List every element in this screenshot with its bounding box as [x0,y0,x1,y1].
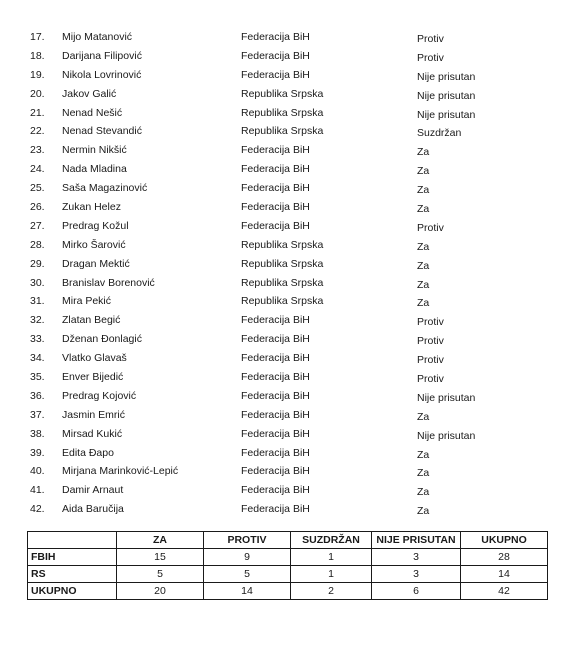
member-vote: Za [417,184,430,197]
vote-row [30,387,550,406]
member-vote: Nije prisutan [417,108,476,121]
vote-row [30,330,550,349]
member-vote: Protiv [417,335,444,348]
vote-row [30,462,550,481]
summary-header-za: ZA [117,532,204,549]
member-entity: Republika Srpska [241,106,324,119]
summary-cell-suzdrzan: 1 [291,549,372,566]
vote-row [30,66,550,85]
member-vote: Za [417,259,430,272]
summary-header-protiv: PROTIV [204,532,291,549]
summary-header-row [28,532,548,549]
member-vote: Za [417,203,430,216]
vote-row [30,198,550,217]
member-number: 42. [30,503,45,516]
member-entity: Federacija BiH [241,503,310,516]
member-entity: Federacija BiH [241,182,310,195]
vote-row [30,311,550,330]
vote-row [30,368,550,387]
member-vote: Za [417,505,430,518]
member-name: Aida Baručija [62,503,124,516]
summary-cell-za: 20 [117,583,204,600]
member-name: Branislav Borenović [62,276,155,289]
member-entity: Republika Srpska [241,295,324,308]
member-name: Mijo Matanović [62,31,133,43]
member-name: Nikola Lovrinović [62,68,142,81]
member-number: 30. [30,276,45,289]
member-name: Predrag Kojović [62,389,137,402]
summary-row-label: FBIH [28,549,117,566]
vote-row [30,85,550,104]
summary-cell-suzdrzan: 2 [291,583,372,600]
member-vote: Za [417,297,430,310]
summary-header-suzdrzan: SUZDRŽAN [291,532,372,549]
member-entity: Federacija BiH [241,219,310,232]
member-vote: Nije prisutan [417,391,476,404]
vote-row [30,444,550,463]
member-number: 28. [30,238,45,251]
member-entity: Republika Srpska [241,276,324,289]
member-entity: Federacija BiH [241,352,310,365]
member-vote: Suzdržan [417,127,462,140]
summary-row-label: UKUPNO [28,583,117,600]
member-entity: Republika Srpska [241,257,324,270]
member-name: Enver Bijedić [62,371,124,384]
member-number: 34. [30,352,45,365]
member-name: Saša Magazinović [62,182,148,195]
member-vote: Za [417,146,430,159]
summary-cell-za: 5 [117,566,204,583]
member-name: Nenad Stevandić [62,125,142,138]
summary-cell-za: 15 [117,549,204,566]
vote-row [30,104,550,123]
member-name: Zlatan Begić [62,314,121,327]
member-vote: Za [417,467,430,480]
member-vote: Protiv [417,221,444,234]
member-name: Predrag Kožul [62,219,129,232]
summary-cell-protiv: 5 [204,566,291,583]
member-number: 22. [30,125,45,138]
member-name: Vlatko Glavaš [62,352,127,365]
vote-row [30,122,550,141]
member-number: 37. [30,408,45,421]
member-entity: Federacija BiH [241,144,310,157]
summary-header-ukupno: UKUPNO [461,532,548,549]
vote-row [30,47,550,66]
vote-row [30,349,550,368]
summary-cell-ukupno: 28 [461,549,548,566]
member-vote: Protiv [417,51,444,64]
member-vote: Nije prisutan [417,70,476,83]
member-entity: Federacija BiH [241,333,310,346]
vote-row [30,160,550,179]
vote-row [30,28,550,47]
summary-cell-protiv: 14 [204,583,291,600]
member-entity: Republika Srpska [241,87,324,100]
member-entity: Federacija BiH [241,68,310,81]
member-vote: Protiv [417,316,444,329]
summary-cell-ukupno: 14 [461,566,548,583]
member-vote: Za [417,240,430,253]
member-number: 20. [30,87,45,100]
member-entity: Federacija BiH [241,163,310,176]
member-entity: Republika Srpska [241,238,324,251]
vote-row [30,217,550,236]
member-number: 24. [30,163,45,176]
member-entity: Federacija BiH [241,201,310,214]
member-name: Dragan Mektić [62,257,130,270]
summary-header-blank [28,532,117,549]
member-vote: Protiv [417,373,444,386]
member-number: 29. [30,257,45,270]
member-name: Mirko Šarović [62,238,126,251]
vote-row [30,274,550,293]
member-name: Edita Đapo [62,446,114,459]
member-number: 25. [30,182,45,195]
member-name: Mirsad Kukić [62,427,123,440]
vote-row [30,406,550,425]
member-vote: Za [417,448,430,461]
summary-cell-ukupno: 42 [461,583,548,600]
member-vote: Nije prisutan [417,89,476,102]
vote-row [30,292,550,311]
summary-cell-protiv: 9 [204,549,291,566]
member-name: Mirjana Marinković-Lepić [62,465,179,478]
member-name: Nenad Nešić [62,106,123,119]
member-vote: Za [417,486,430,499]
member-name: Damir Arnaut [62,484,124,497]
member-name: Nada Mladina [62,163,127,176]
summary-header-nije-prisutan: NIJE PRISUTAN [372,532,461,549]
member-entity: Federacija BiH [241,427,310,440]
member-number: 38. [30,427,45,440]
vote-summary-table [27,531,548,600]
member-number: 17. [30,31,45,43]
member-number: 41. [30,484,45,497]
member-number: 33. [30,333,45,346]
member-number: 21. [30,106,45,119]
member-number: 35. [30,371,45,384]
member-number: 36. [30,389,45,402]
member-vote: Nije prisutan [417,429,476,442]
member-vote: Za [417,278,430,291]
member-entity: Federacija BiH [241,371,310,384]
member-vote: Za [417,410,430,423]
member-name: Dženan Đonlagić [62,333,142,346]
summary-cell-nije-prisutan: 3 [372,549,461,566]
member-name: Zukan Helez [62,201,121,214]
member-number: 40. [30,465,45,478]
member-number: 27. [30,219,45,232]
vote-row [30,236,550,255]
summary-row-label: RS [28,566,117,583]
member-number: 19. [30,68,45,81]
member-name: Jasmin Emrić [62,408,126,421]
member-entity: Federacija BiH [241,49,310,62]
member-entity: Federacija BiH [241,389,310,402]
vote-row [30,179,550,198]
summary-row [28,549,548,566]
member-name: Jakov Galić [62,87,117,100]
member-vote: Protiv [417,354,444,367]
summary-cell-nije-prisutan: 6 [372,583,461,600]
member-entity: Federacija BiH [241,484,310,497]
member-number: 26. [30,201,45,214]
summary-row [28,583,548,600]
member-entity: Federacija BiH [241,314,310,327]
vote-row [30,425,550,444]
member-vote: Protiv [417,33,444,45]
vote-row [30,481,550,500]
member-entity: Federacija BiH [241,446,310,459]
member-name: Nermin Nikšić [62,144,127,157]
member-number: 32. [30,314,45,327]
member-entity: Federacija BiH [241,465,310,478]
member-number: 39. [30,446,45,459]
vote-row [30,255,550,274]
summary-cell-suzdrzan: 1 [291,566,372,583]
member-entity: Federacija BiH [241,31,310,43]
member-number: 31. [30,295,45,308]
member-name: Mira Pekić [62,295,112,308]
vote-row [30,141,550,160]
member-vote: Za [417,165,430,178]
member-number: 23. [30,144,45,157]
vote-list [30,28,550,519]
summary-row [28,566,548,583]
member-name: Darijana Filipović [62,49,142,62]
vote-row [30,500,550,519]
member-number: 18. [30,49,45,62]
member-entity: Republika Srpska [241,125,324,138]
summary-cell-nije-prisutan: 3 [372,566,461,583]
member-entity: Federacija BiH [241,408,310,421]
